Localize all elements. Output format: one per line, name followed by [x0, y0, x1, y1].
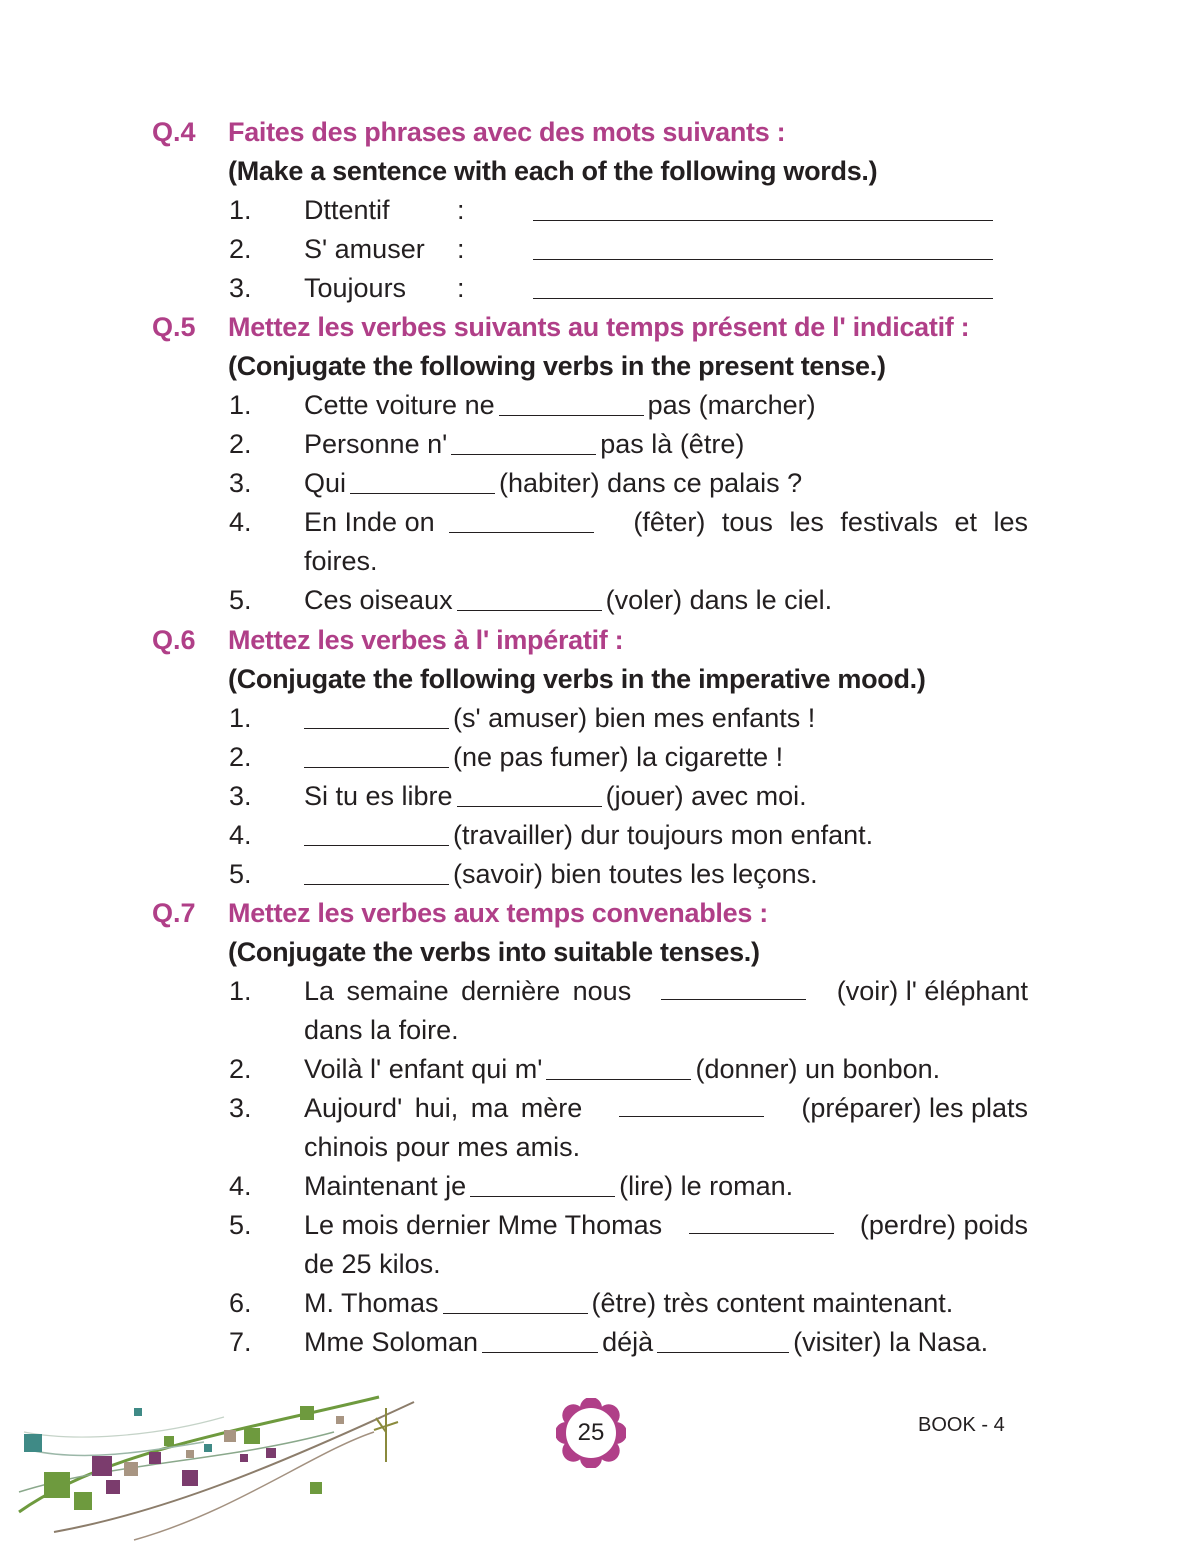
text-after: (ne pas fumer) la cigarette !	[453, 742, 784, 772]
item-number: 2.	[229, 1054, 252, 1084]
text-before: M. Thomas	[304, 1288, 439, 1318]
item-number: 2.	[229, 234, 252, 264]
text-before: Personne n'	[304, 429, 448, 459]
item-text	[304, 584, 1028, 616]
fill-blank[interactable]	[304, 704, 449, 729]
deco-square	[24, 1434, 42, 1452]
item-number: 7.	[229, 1327, 252, 1357]
deco-square	[182, 1470, 198, 1486]
item-text	[304, 819, 1028, 851]
decorative-swirl	[14, 1392, 424, 1542]
text-before: Le mois dernier Mme Thomas	[304, 1210, 663, 1240]
question-subtitle: (Conjugate the following verbs in the imperative mood.)	[228, 664, 926, 694]
text-after: (perdre) poids	[859, 1210, 1028, 1240]
text-after: (habiter) dans ce palais ?	[499, 468, 803, 498]
item-colon: :	[457, 234, 465, 264]
item-number: 1.	[229, 390, 252, 420]
item-text	[304, 1209, 1028, 1280]
item-number: 5.	[229, 585, 252, 615]
text-continuation: de 25 kilos.	[304, 1249, 441, 1279]
deco-square	[300, 1406, 314, 1420]
item-text	[304, 1326, 1028, 1358]
item-word: Toujours	[304, 273, 407, 303]
text-after: (savoir) bien toutes les leçons.	[453, 859, 818, 889]
question-number: Q.4	[152, 117, 196, 147]
swirl-line	[24, 1417, 224, 1437]
fill-blank[interactable]	[350, 469, 495, 494]
text-before: Cette voiture ne	[304, 390, 495, 420]
text-after: (visiter) la Nasa.	[793, 1327, 989, 1357]
item-number: 1.	[229, 703, 252, 733]
item-number: 2.	[229, 742, 252, 772]
item-text	[304, 1053, 1028, 1085]
question-title: Mettez les verbes aux temps convenables :	[228, 898, 768, 928]
deco-square	[336, 1416, 344, 1424]
question-number: Q.6	[152, 625, 196, 655]
fill-blank[interactable]	[689, 1209, 834, 1234]
deco-square	[106, 1480, 120, 1494]
item-number: 4.	[229, 1171, 252, 1201]
text-before: En Inde on	[304, 507, 435, 537]
deco-square	[266, 1448, 276, 1458]
item-number: 3.	[229, 273, 252, 303]
deco-square	[244, 1428, 260, 1444]
item-number: 4.	[229, 507, 252, 537]
text-after: (préparer) les plats	[801, 1093, 1028, 1123]
text-before: Si tu es libre	[304, 781, 453, 811]
fill-blank[interactable]	[661, 975, 806, 1000]
item-text	[304, 702, 1028, 734]
question-title: Mettez les verbes à l' impératif :	[228, 625, 624, 655]
item-word: Dttentif	[304, 195, 390, 225]
fill-blank[interactable]	[304, 860, 449, 885]
deco-square	[44, 1472, 70, 1498]
question-number: Q.5	[152, 312, 196, 342]
page-number: 25	[577, 1419, 605, 1446]
deco-square	[164, 1436, 174, 1446]
fill-blank[interactable]	[457, 586, 602, 611]
fill-blank[interactable]	[457, 782, 602, 807]
fill-blank[interactable]	[619, 1092, 764, 1117]
item-text	[304, 467, 1028, 499]
page-number-badge	[556, 1398, 626, 1468]
deco-square	[204, 1444, 212, 1452]
deco-square	[134, 1408, 142, 1416]
item-text	[304, 780, 1028, 812]
text-after: (travailler) dur toujours mon enfant.	[453, 820, 874, 850]
question-number: Q.7	[152, 898, 196, 928]
item-number: 3.	[229, 781, 252, 811]
text-middle: déjà	[602, 1327, 654, 1357]
item-number: 3.	[229, 1093, 252, 1123]
question-subtitle: (Make a sentence with each of the following words.)	[228, 156, 878, 186]
deco-square	[224, 1430, 236, 1442]
text-after: (voler) dans le ciel.	[605, 585, 833, 615]
item-number: 6.	[229, 1288, 252, 1318]
deco-square	[149, 1452, 161, 1464]
item-text	[304, 506, 1028, 577]
question-subtitle: (Conjugate the verbs into suitable tenses.)	[228, 937, 760, 967]
fill-blank[interactable]	[657, 1328, 789, 1353]
text-before: Ces oiseaux	[304, 585, 453, 615]
item-text	[304, 858, 1028, 890]
question-subtitle: (Conjugate the following verbs in the present tense.)	[228, 351, 886, 381]
fill-blank[interactable]	[546, 1055, 691, 1080]
item-colon: :	[457, 273, 465, 303]
text-after: (jouer) avec moi.	[605, 781, 807, 811]
text-continuation: chinois pour mes amis.	[304, 1132, 581, 1162]
answer-line[interactable]	[533, 220, 993, 221]
item-number: 5.	[229, 859, 252, 889]
deco-square	[310, 1482, 322, 1494]
item-text	[304, 975, 1028, 1046]
item-number: 3.	[229, 468, 252, 498]
item-number: 4.	[229, 820, 252, 850]
text-before: Qui	[304, 468, 347, 498]
item-text	[304, 741, 1028, 773]
fill-blank[interactable]	[482, 1328, 598, 1353]
item-number: 1.	[229, 195, 252, 225]
fill-blank[interactable]	[449, 508, 594, 533]
item-number: 2.	[229, 429, 252, 459]
book-label: BOOK - 4	[918, 1414, 1005, 1436]
deco-square	[186, 1450, 194, 1458]
deco-square	[74, 1492, 92, 1510]
text-after: (voir) l' éléphant	[836, 976, 1028, 1006]
fill-blank[interactable]	[470, 1172, 615, 1197]
item-text	[304, 1092, 1028, 1163]
item-text	[304, 1170, 1028, 1202]
deco-square	[124, 1462, 138, 1476]
fill-blank[interactable]	[304, 743, 449, 768]
text-after: pas là (être)	[600, 429, 745, 459]
answer-line[interactable]	[533, 298, 993, 299]
text-after: (lire) le roman.	[619, 1171, 794, 1201]
deco-square	[240, 1454, 248, 1462]
text-before: Voilà l' enfant qui m'	[304, 1054, 543, 1084]
item-number: 5.	[229, 1210, 252, 1240]
question-title: Faites des phrases avec des mots suivants :	[228, 117, 786, 147]
answer-line[interactable]	[533, 259, 993, 260]
deco-square	[92, 1456, 112, 1476]
text-after: (s' amuser) bien mes enfants !	[453, 703, 816, 733]
fill-blank[interactable]	[451, 430, 596, 455]
item-word: S' amuser	[304, 234, 425, 264]
text-after: (donner) un bonbon.	[695, 1054, 941, 1084]
text-after: (fêter) tous les festivals et les	[633, 507, 1028, 537]
item-text	[304, 428, 1028, 460]
text-after: (être) très content maintenant.	[591, 1288, 954, 1318]
text-before: Maintenant je	[304, 1171, 467, 1201]
text-continuation: foires.	[304, 546, 378, 576]
text-before: La semaine dernière nous	[304, 976, 632, 1006]
text-before: Aujourd' hui, ma mère	[304, 1093, 583, 1123]
fill-blank[interactable]	[443, 1289, 588, 1314]
text-before: Mme Soloman	[304, 1327, 479, 1357]
text-continuation: dans la foire.	[304, 1015, 459, 1045]
text-after: pas (marcher)	[647, 390, 816, 420]
fill-blank[interactable]	[304, 821, 449, 846]
item-text	[304, 1287, 1028, 1319]
item-text	[304, 389, 1028, 421]
question-title: Mettez les verbes suivants au temps présent de l' indicatif :	[228, 312, 970, 342]
item-colon: :	[457, 195, 465, 225]
sprout-icon	[374, 1408, 398, 1462]
item-number: 1.	[229, 976, 252, 1006]
fill-blank[interactable]	[499, 391, 644, 416]
